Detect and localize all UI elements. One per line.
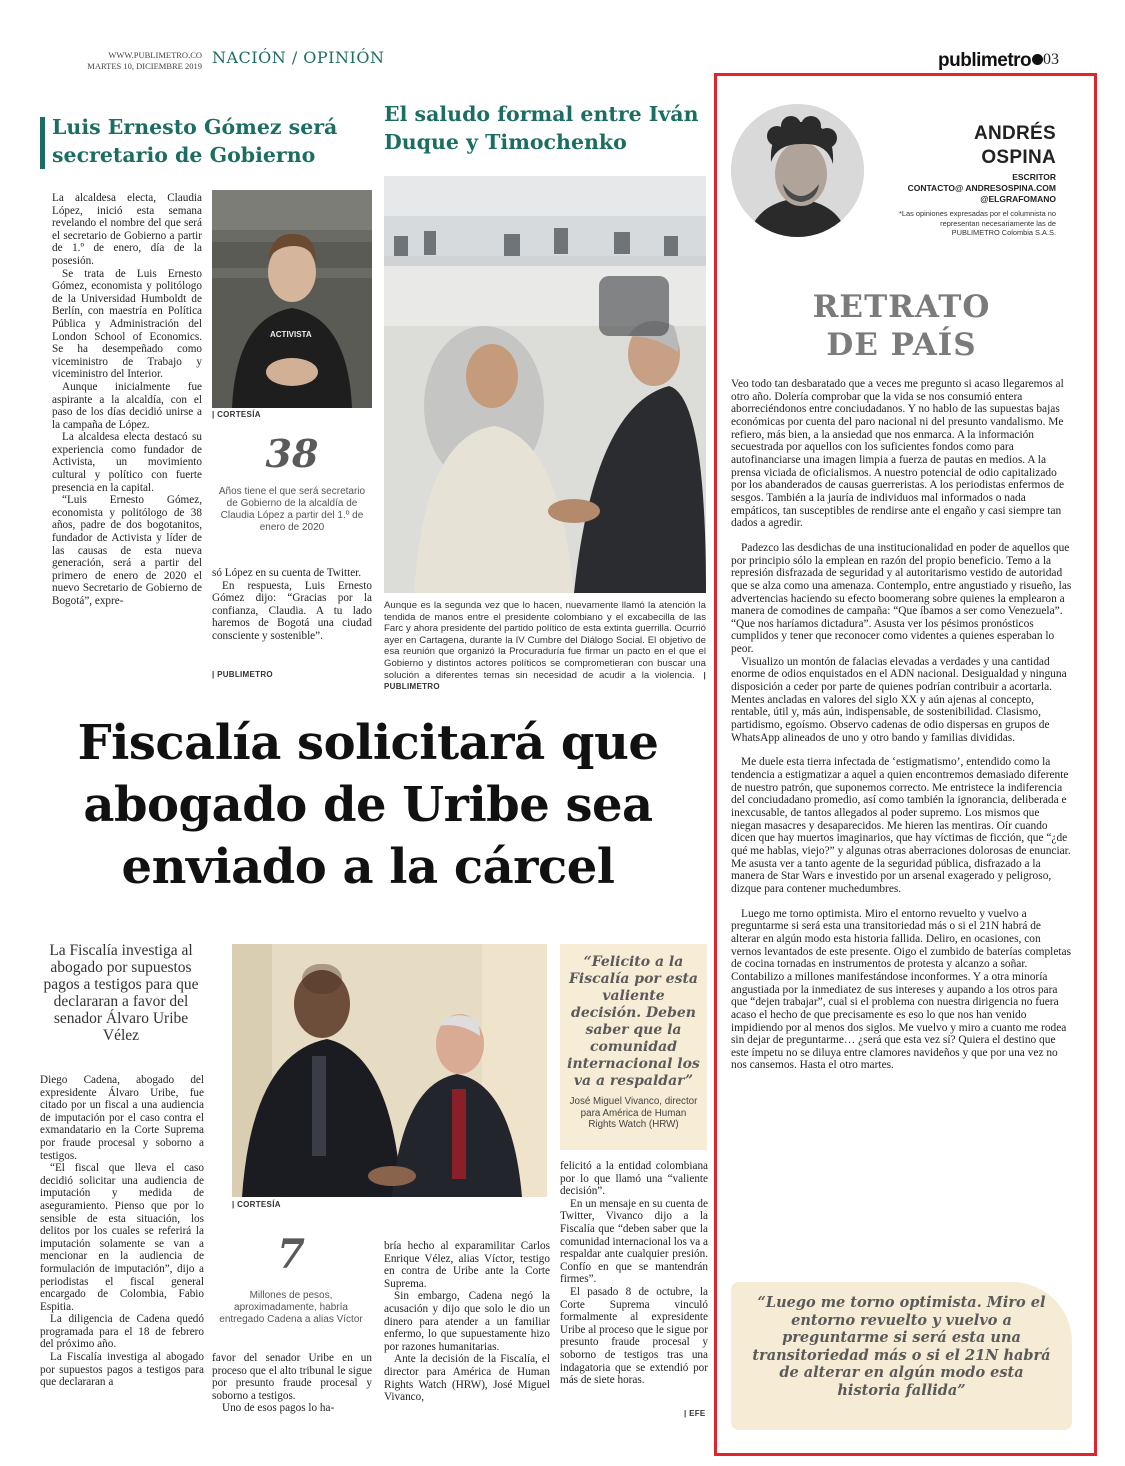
fiscalia-column-3 [384, 1240, 550, 1422]
paragraph: “Luis Ernesto Gómez, economista y politólogo de 38 años, padre de dos bogotanitos, fundador de Activista y líder de las causas de esta nueva generación, será a partir del primero de enero de 2020 el nuevo Secretario de Gobierno de Bogotá”, expre- [52, 494, 202, 607]
author-first-name: ANDRÉS [973, 123, 1056, 144]
brand-globe-icon [1032, 54, 1043, 65]
fiscalia-photo [232, 944, 547, 1197]
gomez-photo [212, 190, 372, 408]
column-author-handle: @ELGRAFOMANO [980, 194, 1056, 204]
duque-headline: El saludo formal entre Iván Duque y Timochenko [384, 102, 699, 154]
paragraph: La alcaldesa electa, Claudia López, inició esta semana revelando el nombre del que será el secretario de Gobierno a partir de 1.º de enero, día de la posesión. [52, 192, 202, 267]
column-author-contact: CONTACTO@ ANDRESOSPINA.COM [907, 183, 1056, 193]
column-title-line: DE PAÍS [826, 327, 977, 363]
paragraph: favor del senador Uribe en un proceso que el alto tribunal le sigue por presunto fraude procesal y soborno a testigos. [212, 1352, 372, 1402]
column-paragraph: Padezco las desdichas de una institucionalidad en poder de aquellos que por principio sólo la emplean en razón del propio beneficio. Temo a la represión disfrazada de seguridad y al autoritarismo vestido de autoridad que se alza como una amenaza. Contemplo, entre angustiado y risueño, las advertencias haciendo su efecto boomerang sobre quienes la emplearon a manera de comodines de campaña: “Que íbamos a ser como Venezuela”. “Que nos haríamos dictadura”. Asusta ver los pésimos pronósticos cumplidos y tener que reconocer como videntes a quienes esperaban lo peor. [731, 541, 1072, 656]
column-body [731, 378, 1072, 1072]
fiscalia-photo-illustration [232, 944, 547, 1197]
paragraph: Sin embargo, Cadena negó la acusación y dijo que solo le dio un dinero para atender a un familiar enfermo, lo que supuestamente hizo por razones humanitarias. [384, 1290, 550, 1353]
column-pull-quote-box [731, 1282, 1072, 1430]
gomez-headline: Luis Ernesto Gómez será secretario de Gobierno [52, 115, 338, 167]
gomez-column-2 [212, 567, 372, 643]
fiscalia-photo-credit: | CORTESÍA [232, 1200, 281, 1209]
gomez-stat-description: Años tiene el que será secretario de Gobierno de la alcaldía de Claudia López a partir del 1.º de enero de 2020 [218, 486, 366, 533]
duque-photo-caption [384, 600, 706, 693]
paragraph: “El fiscal que lleva el caso decidió solicitar una audiencia de imputación y medida de aseguramiento. Pienso que por lo sensible de esta situación, los delitos por los cuales se referirá la imputación solamente se van a mencionar en la audiencia de formulación de imputación”, dijo a periodistas el fiscal general encargado de Colombia, Fabio Espitia. [40, 1162, 204, 1313]
fiscalia-quote-attribution: José Miguel Vivanco, director para América de Human Rights Watch (HRW) [569, 1096, 698, 1130]
column-author-photo [731, 104, 864, 237]
brand-logo-text: publimetro [938, 50, 1032, 71]
fiscalia-headline [28, 712, 708, 898]
column-pull-quote: “Luego me torno optimista. Miro el entorno revuelto y vuelvo a preguntarme si será esta una transitoriedad más o si el 21N habrá de alterar en algún modo esta historia fallida” [752, 1294, 1051, 1399]
brand-logo [938, 50, 1043, 72]
column-author-name [880, 122, 1056, 170]
column-paragraph: Me duele esta tierra infectada de ‘estigmatismo’, entendido como la tendencia a estigmatizar a aquel a quien encontremos demasiado diferente de nuestro patrón, que suponemos correcto. Me entristece la indiferencia del conciudadano promedio, así como también la ignorancia, deliberada e inexcusable, de tantos allegados al poder supremo. Los mismos que niegan masacres y desaparecidos. Me hieren las mentiras. Oír cuando dicen que hay muertos imaginarios, que hay víctimas de ficción, que “¿de qué me hablas, viejo?” y algunas otras aberraciones dolorosas de enunciar. Me asusta ver a tanto agente de la seguridad pública, disfrazado a la manera de Star Wars e investido por un arsenal exagerado y peligroso, dizque para contener muchedumbres. [731, 756, 1071, 895]
paragraph: En respuesta, Luis Ernesto Gómez dijo: “Gracias por la confianza, Claudia. A tu lado haremos de Bogotá una ciudad consciente y sostenible”. [212, 579, 372, 642]
paragraph: Se trata de Luis Ernesto Gómez, economista y politólogo de la Universidad Humboldt de Berlín, con maestría en Política Pública y Administración del London School of Economics. Se ha desempeñado como viceministro de Trabajo y viceministro del Interior. [52, 267, 202, 381]
column-paragraph: Veo todo tan desbaratado que a veces me pregunto si acaso llegaremos al otro año. Dolería comprobar que la vida se nos consumió entera aborreciéndonos entre conciudadanos. Y no hablo de las supuestas bajas económicas por cuenta del paro nacional ni del presunto vandalismo. Me refiero, más bien, a la ansiedad que nos enmarca. A la información secuestrada por aquellos con los suficientes fondos como para autofinanciarse una imagen limpia a fuerza de pautas en medios. A la prensa viciada de oficialismos. A nuestro potencial de odio capitalizado por los abanderados de causas guerreristas. A los periodistas enfermos de sesgos. También a la jauría de individuos mal informados o nada empáticos, tan susceptibles de rendirse ante el engaño y casi siempre tan dados a agredir. [731, 378, 1065, 530]
column-paragraph: Luego me torno optimista. Miro el entorno revuelto y vuelvo a preguntarme si será esta una transitoriedad más o si el 21N habrá de alterar en algún modo esta historia fallida. Deliro, en ocasiones, con vernos levantados de este presente. Oigo el zumbido de baterías completas de cocina tornadas en instrumentos de protesta y alcanzo a soñar. Contabilizo a millones manifestándose inconformes. Y a otra minoría angustiada por la inmediatez de sus intereses y aupando a los otros para que “dejen trabajar”, cual si el problema con nuestra dirigencia no fuera acaso el hecho de que precisamente es eso lo que nos han venido impidiendo por al menos dos siglos. Me vuelvo y miro a cuanto me rodea sin dejar de preguntarme… ¿será que esta vez sí? Quiera el destino que este ímpetu no se diluya entre clamores navideños y que por una vez no nos cansemos. Hasta el otro martes. [731, 907, 1072, 1072]
paragraph: La diligencia de Cadena quedó programada para el 18 de febrero del próximo año. [40, 1313, 204, 1351]
fiscalia-stat-description: Millones de pesos, aproximadamente, habría entregado Cadena a alias Víctor [219, 1290, 363, 1325]
paragraph: En un mensaje en su cuenta de Twitter, Vivanco dijo a la Fiscalía que “deben saber que la comunidad internacional los va a respaldar ante cualquier presión. Confío en que se mantendrán firmes”. [560, 1197, 708, 1286]
column-paragraph: Visualizo un montón de falacias elevadas a verdades y una cantidad enorme de odios enquistados en el ADN nacional. Desigualdad y ninguna disposición a ceder por parte de quienes podrían contribuir a acortarla. Mentes ancladas en valores del siglo XX y aún ajenas al concepto, rentable, útil y, más aún, indispensable, de sostenibilidad. Clasismo, partidismo, egoísmo. Observo cadenas de odio dispersas en grupos de WhatsApp alineados de uno y otro bando y familias divididas. [731, 655, 1067, 744]
paragraph: só López en su cuenta de Twitter. [212, 567, 362, 579]
header-date: MARTES 10, DICIEMBRE 2019 [87, 61, 202, 71]
fiscalia-column-4 [560, 1160, 708, 1422]
paragraph: felicitó a la entidad colombiana por lo que llamó una “valiente decisión”. [560, 1160, 708, 1198]
duque-photo [384, 176, 706, 593]
fiscalia-quote-box [560, 944, 707, 1150]
section-label: NACIÓN / OPINIÓN [212, 48, 385, 67]
header-website: WWW.PUBLIMETRO.CO [108, 50, 202, 60]
fiscalia-column-1 [40, 1074, 204, 1424]
paragraph: Uno de esos pagos lo ha- [222, 1402, 335, 1415]
fiscalia-quote-text: “Felicito a la Fiscalía por esta valiente decisión. Deben saber que la comunidad internacional los va a respaldar” [567, 954, 700, 1089]
column-disclaimer: *Las opiniones expresadas por el columnista no representan necesariamente las de PUBLIMETRO Colombia S.A.S. [899, 209, 1056, 237]
author-last-name: OSPINA [981, 147, 1056, 168]
paragraph: La alcaldesa electa destacó su experiencia como fundador de Activista, un movimiento cultural y político con fuerte presencia en la capital. [52, 431, 202, 494]
column-title [731, 288, 1072, 364]
paragraph: La Fiscalía investiga al abogado por supuestos pagos a testigos para que declararan a [40, 1351, 204, 1389]
fiscalia-headline-line: enviado a la cárcel [121, 839, 615, 895]
fiscalia-deck: La Fiscalía investiga al abogado por supuestos pagos a testigos para que declararan a favor del senador Álvaro Uribe Vélez [43, 942, 199, 1044]
author-portrait [731, 104, 864, 237]
fiscalia-column-2 [212, 1352, 372, 1415]
gomez-shirt-text: ACTIVISTA [270, 330, 312, 339]
fiscalia-headline-line: abogado de Uribe sea [83, 777, 653, 833]
fiscalia-column-credit: | EFE [684, 1409, 706, 1418]
paragraph: El pasado 8 de octubre, la Corte Suprema vinculó formalmente al expresidente Uribe al proceso que le sigue por presunto fraude procesal y soborno de testigos tras una indagatoria que se extendió por más de siete horas. [560, 1285, 708, 1387]
paragraph: bría hecho al exparamilitar Carlos Enrique Vélez, alias Víctor, testigo en contra de Uribe ante la Corte Suprema. [384, 1240, 550, 1290]
column-title-line: RETRATO [812, 289, 991, 325]
duque-caption-credit: | PUBLIMETRO [384, 671, 706, 692]
column-author-role: ESCRITOR [1012, 172, 1056, 182]
gomez-column-credit: | PUBLIMETRO [212, 670, 273, 679]
fiscalia-headline-line: Fiscalía solicitará que [77, 715, 659, 771]
paragraph: Diego Cadena, abogado del expresidente Álvaro Uribe, fue citado por un fiscal a una audiencia de imputación por el caso contra el exmandatario en la Corte Suprema por fraude procesal y soborno a testigos. [40, 1074, 204, 1162]
duque-photo-illustration [384, 176, 706, 593]
duque-caption-text: Aunque es la segunda vez que lo hacen, nuevamente llamó la atención la tendida de manos entre el presidente colombiano y el excabecilla de las Farc y ahora presidente del partido político de esta extinta guerrilla. Ocurrió ayer en Cartagena, durante la IV Cumbre del Diálogo Social. El objetivo de esa reunión que organizó la Procuraduría fue firmar un pacto en el que el Gobierno y distintos actores políticos se comprometieran con buscar una solución a diferentes temas sin necesidad de acudir a la violencia. [384, 600, 706, 681]
fiscalia-stat-number: 7 [277, 1231, 305, 1278]
gomez-photo-credit: | CORTESÍA [212, 410, 261, 419]
gomez-headline-rule [40, 117, 45, 169]
page-number: 03 [1043, 51, 1059, 68]
gomez-photo-illustration [212, 190, 372, 408]
paragraph: Ante la decisión de la Fiscalía, el director para América de Human Rights Watch (HRW), José Miguel Vivanco, [384, 1353, 550, 1404]
paragraph: Aunque inicialmente fue aspirante a la alcaldía, con el paso de los días decidió unirse a la campaña de López. [52, 380, 202, 431]
gomez-column-1 [52, 192, 202, 680]
gomez-stat-number: 38 [265, 431, 319, 476]
